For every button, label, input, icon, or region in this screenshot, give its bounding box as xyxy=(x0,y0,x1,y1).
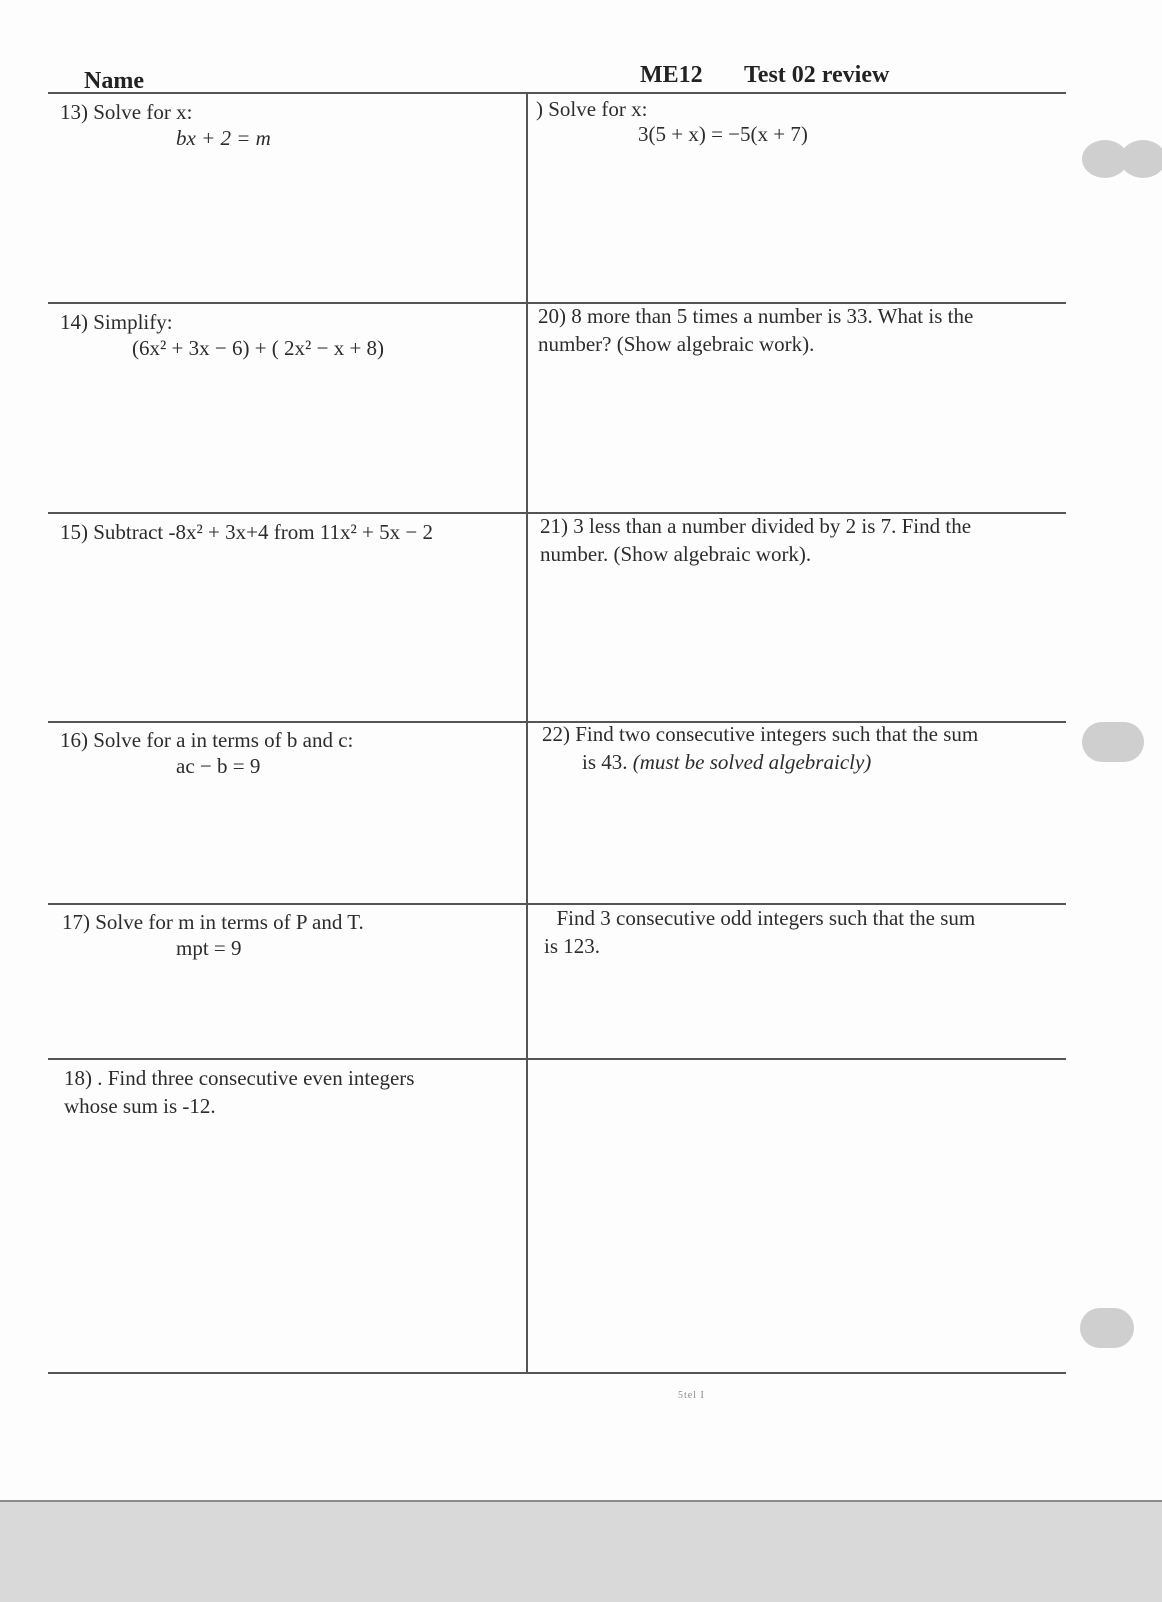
question-17-equation: mpt = 9 xyxy=(176,936,242,960)
course-code: ME12 xyxy=(640,62,703,88)
question-16-equation: ac − b = 9 xyxy=(176,754,261,778)
punch-hole xyxy=(1080,1308,1134,1348)
question-23-label-line2: is 123. xyxy=(544,934,601,958)
punch-hole xyxy=(1120,140,1162,178)
punch-hole xyxy=(1082,722,1144,762)
question-21-label-line2: number. (Show algebraic work). xyxy=(540,542,812,566)
header-rule xyxy=(48,92,1066,94)
question-20-label: 20) 8 more than 5 times a number is 33. What is the xyxy=(538,304,974,328)
question-14-expression: (6x² + 3x − 6) + ( 2x² − x + 8) xyxy=(132,336,385,360)
question-13-label: 13) Solve for x: xyxy=(60,100,193,124)
scanner-background xyxy=(0,1500,1162,1602)
question-16-label: 16) Solve for a in terms of b and c: xyxy=(60,728,354,752)
bottom-rule xyxy=(48,1372,1066,1374)
question-18-label: 18) . Find three consecutive even integers xyxy=(64,1066,415,1090)
question-22-label-line2 xyxy=(582,748,871,776)
question-18-label-line2: whose sum is -12. xyxy=(64,1094,216,1118)
question-13-equation: bx + 2 = m xyxy=(176,126,271,150)
question-15-label: 15) Subtract -8x² + 3x+4 from 11x² + 5x − 2 xyxy=(60,520,433,544)
name-label: Name xyxy=(84,68,144,94)
question-19-label: ) Solve for x: xyxy=(536,97,648,121)
column-divider xyxy=(526,92,528,1372)
question-14-label: 14) Simplify: xyxy=(60,310,173,334)
footer-mark: 5tel I xyxy=(678,1390,705,1401)
question-21-label: 21) 3 less than a number divided by 2 is 7. Find the xyxy=(540,514,972,538)
question-20-label-line2: number? (Show algebraic work). xyxy=(538,332,815,356)
worksheet-title: Test 02 review xyxy=(744,62,890,88)
question-22-note: (must be solved algebraicly) xyxy=(632,750,872,774)
row-divider xyxy=(48,1058,1066,1060)
question-22-answer-text: is 43. xyxy=(582,750,628,774)
question-23-label: Find 3 consecutive odd integers such that the sum xyxy=(546,906,976,930)
question-22-label: 22) Find two consecutive integers such that the sum xyxy=(542,722,979,746)
question-19-equation: 3(5 + x) = −5(x + 7) xyxy=(638,122,808,146)
question-17-label: 17) Solve for m in terms of P and T. xyxy=(62,910,364,934)
